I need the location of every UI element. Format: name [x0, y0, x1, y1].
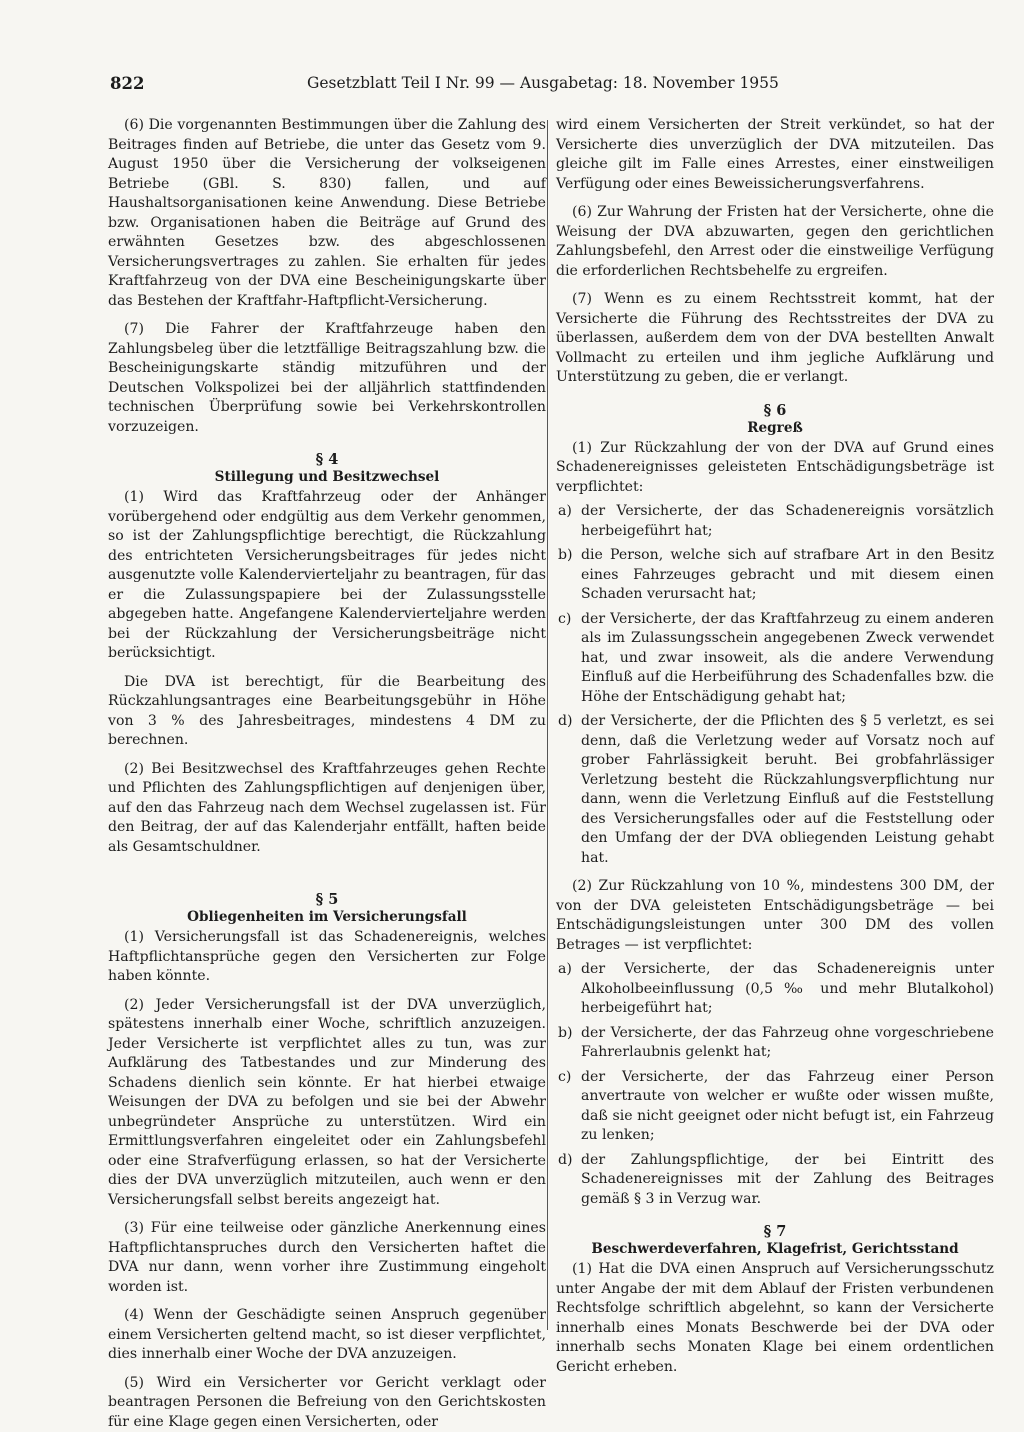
- section-title: Regreß: [556, 420, 994, 437]
- paragraph: (2) Jeder Versicherungsfall ist der DVA unverzüglich, spätestens innerhalb einer Woche, schriftlich anzuzeigen. Jeder Versicherte ist verpflichtet alles zu tun, was zur Aufklärung des Tatbestandes und zur Minderung des Schadens dienlich sein könnte. Er hat hierbei etwaige Weisungen der DVA zu befolgen und sie bei der Abwehr unbegründeter Ansprüche zu unterstützen. Wird ein Ermittlungsverfahren eingeleitet oder ein Zahlungsbefehl oder eine Strafverfügung erlassen, so hat der Versicherte dies der DVA unverzüglich mitzuteilen, auch wenn er den Versicherungsfall selbst bereits angezeigt hat.: [108, 996, 546, 1211]
- list-item-text: der Versicherte, der die Pflichten des § 5 verletzt, es sei denn, daß die Verletzung weder auf Vorsatz noch auf grober Fahrlässigkeit beruht. Bei grobfahrlässiger Verletzung besteht die Rückzahlungsverpflichtung nur dann, wenn die Verletzung Einfluß auf die Feststellung des Versicherungsfalles oder auf die Feststellung oder den Umfang der der DVA obliegenden Leistung gehabt hat.: [581, 712, 994, 868]
- list-item-label: a): [558, 502, 572, 522]
- list-item-label: d): [558, 1151, 573, 1171]
- list-item-text: der Versicherte, der das Fahrzeug einer Person anvertraute von welcher er wußte oder wissen mußte, daß sie nicht geeignet oder nicht befugt ist, ein Fahrzeug zu lenken;: [581, 1068, 994, 1146]
- list-item-label: c): [558, 610, 571, 630]
- section-title: Obliegenheiten im Versicherungsfall: [108, 909, 546, 926]
- paragraph: (4) Wenn der Geschädigte seinen Anspruch gegenüber einem Versicherten geltend macht, so ist dieser verpflichtet, dies innerhalb einer Woche der DVA anzuzeigen.: [108, 1306, 546, 1365]
- list-item-label: b): [558, 1024, 573, 1044]
- list-item: [556, 960, 994, 1019]
- paragraph: (1) Zur Rückzahlung der von der DVA auf Grund eines Schadenereignisses geleisteten Entschädigungsbeträge ist verpflichtet:: [556, 439, 994, 498]
- paragraph: (7) Wenn es zu einem Rechtsstreit kommt, hat der Versicherte die Führung des Rechtsstreites der DVA zu überlassen, außerdem dem von der DVA bestellten Anwalt Vollmacht zu erteilen und ihm jegliche Aufklärung und Unterstützung zu geben, die er verlangt.: [556, 290, 994, 388]
- paragraph: (6) Zur Wahrung der Fristen hat der Versicherte, ohne die Weisung der DVA abzuwarten, gegen den gerichtlichen Zahlungsbefehl, den Arrest oder die einstweilige Verfügung die erforderlichen Rechtsbehelfe zu ergreifen.: [556, 203, 994, 281]
- section-number: § 7: [556, 1223, 994, 1241]
- paragraph: Die DVA ist berechtigt, für die Bearbeitung des Rückzahlungsantrages eine Bearbeitungsgebühr in Höhe von 3 % des Jahresbeitrages, mindestens 4 DM zu berechnen.: [108, 673, 546, 751]
- list-item-text: die Person, welche sich auf strafbare Art in den Besitz eines Fahrzeuges gebracht und mit diesem einen Schaden verursacht hat;: [581, 546, 994, 605]
- section-number: § 4: [108, 451, 546, 469]
- list-item: [556, 1068, 994, 1146]
- list-item: [556, 546, 994, 605]
- paragraph: (1) Hat die DVA einen Anspruch auf Versicherungsschutz unter Angabe der mit dem Ablauf der Fristen verbundenen Rechtsfolge schriftlich abgelehnt, so kann der Versicherte innerhalb eines Monats Beschwerde bei der DVA oder innerhalb sechs Monaten Klage bei einem ordentlichen Gericht erheben.: [556, 1260, 994, 1377]
- paragraph: (7) Die Fahrer der Kraftfahrzeuge haben den Zahlungsbeleg über die letztfällige Beitragszahlung bzw. die Bescheinigungskarte ständig mitzuführen und der Deutschen Volkspolizei bei der alljährlich stattfindenden technischen Überprüfung sowie bei Verkehrskontrollen vorzuzeigen.: [108, 320, 546, 437]
- list-item: [556, 1024, 994, 1063]
- section-title: Beschwerdeverfahren, Klagefrist, Gerichtsstand: [556, 1241, 994, 1258]
- list-item-label: d): [558, 712, 573, 732]
- section-title: Stillegung und Besitzwechsel: [108, 469, 546, 486]
- section-number: § 6: [556, 402, 994, 420]
- list-item-text: der Versicherte, der das Schadenereignis unter Alkoholbeeinflussung (0,5 ‰ und mehr Blutalkohol) herbeigeführt hat;: [581, 960, 994, 1019]
- list-item: [556, 712, 994, 868]
- list-item-text: der Versicherte, der das Schadenereignis vorsätzlich herbeigeführt hat;: [581, 502, 994, 541]
- list-item-text: der Zahlungspflichtige, der bei Eintritt des Schadenereignisses mit der Zahlung des Beitrages gemäß § 3 in Verzug war.: [581, 1151, 994, 1210]
- paragraph: (2) Bei Besitzwechsel des Kraftfahrzeuges gehen Rechte und Pflichten des Zahlungspflichtigen auf denjenigen über, auf den das Fahrzeug nach dem Wechsel zugelassen ist. Für den Beitrag, der auf das Kalenderjahr entfällt, haften beide als Gesamtschuldner.: [108, 760, 546, 858]
- list-item-text: der Versicherte, der das Kraftfahrzeug zu einem anderen als im Zulassungsschein angegebenen Zweck verwendet hat, und zwar insoweit, als die andere Verwendung Einfluß auf die Herbeiführung des Schadenfalles bzw. die Höhe der Entschädigung gehabt hat;: [581, 610, 994, 708]
- paragraph: (3) Für eine teilweise oder gänzliche Anerkennung eines Haftpflichtanspruches durch den Versicherten haftet die DVA nur dann, wenn vorher ihre Zustimmung eingeholt worden ist.: [108, 1219, 546, 1297]
- paragraph: wird einem Versicherten der Streit verkündet, so hat der Versicherte dies unverzüglich der DVA mitzuteilen. Das gleiche gilt im Falle eines Arrestes, einer einstweiligen Verfügung oder eines Beweissicherungsverfahrens.: [556, 116, 994, 194]
- list-item-label: c): [558, 1068, 571, 1088]
- page-header: [110, 74, 990, 100]
- list-item-label: a): [558, 960, 572, 980]
- paragraph: (6) Die vorgenannten Bestimmungen über die Zahlung des Beitrages finden auf Betriebe, die unter das Gesetz vom 9. August 1950 über die Versicherung der volkseigenen Betriebe (GBl. S. 830) fallen, und auf Haushaltsorganisationen keine Anwendung. Diese Betriebe bzw. Organisationen haben die Beiträge auf Grund des erwähnten Gesetzes bzw. des abgeschlossenen Versicherungsvertrages zu zahlen. Sie erhalten für jedes Kraftfahrzeug von der DVA eine Bescheinigungskarte über das Bestehen der Kraftfahr-Haftpflicht-Versicherung.: [108, 116, 546, 311]
- right-column: [556, 116, 994, 1377]
- page-number: 822: [110, 74, 144, 93]
- column-divider: [547, 120, 548, 1330]
- paragraph: (1) Versicherungsfall ist das Schadenereignis, welches Haftpflichtansprüche gegen den Versicherten zur Folge haben könnte.: [108, 928, 546, 987]
- list-item-text: der Versicherte, der das Fahrzeug ohne vorgeschriebene Fahrerlaubnis gelenkt hat;: [581, 1024, 994, 1063]
- list-item: [556, 1151, 994, 1210]
- gazette-title: Gesetzblatt Teil I Nr. 99 — Ausgabetag: 18. November 1955: [307, 74, 779, 92]
- list-item: [556, 502, 994, 541]
- paragraph: (5) Wird ein Versicherter vor Gericht verklagt oder beantragen Personen die Befreiung von den Gerichtskosten für eine Klage gegen einen Versicherten, oder: [108, 1374, 546, 1432]
- left-column: [108, 116, 546, 1432]
- section-number: § 5: [108, 891, 546, 909]
- paragraph: (2) Zur Rückzahlung von 10 %, mindestens 300 DM, der von der DVA geleisteten Entschädigungsbeträge — bei Entschädigungsleistungen unter 300 DM des vollen Betrages — ist verpflichtet:: [556, 877, 994, 955]
- paragraph: (1) Wird das Kraftfahrzeug oder der Anhänger vorübergehend oder endgültig aus dem Verkehr genommen, so ist der Zahlungspflichtige berechtigt, die Rückzahlung des entrichteten Versicherungsbeitrages für jedes nicht ausgenutzte volle Kalendervierteljahr zu beantragen, für das er die Zulassungspapiere bei der Zulassungsstelle abgegeben hatte. Angefangene Kalendervierteljahre werden bei der Rückzahlung der Versicherungsbeiträge nicht berücksichtigt.: [108, 488, 546, 664]
- text-columns: [108, 116, 994, 1356]
- list-item: [556, 610, 994, 708]
- list-item-label: b): [558, 546, 573, 566]
